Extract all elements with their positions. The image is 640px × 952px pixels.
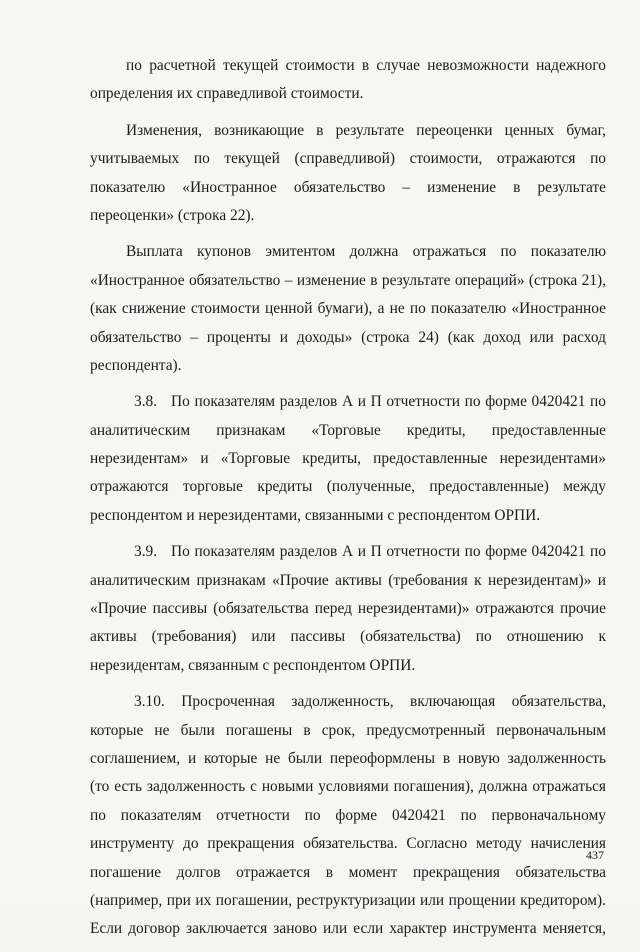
text-line: которые не были погашены в срок, предусмотренный первоначальным — [90, 721, 606, 739]
page-body-text — [90, 52, 606, 952]
text-line: показателю «Иностранное обязательство – изменение в результате — [90, 178, 606, 196]
text-line: учитываемых по текущей (справедливой) стоимости, отражаются по — [90, 150, 606, 168]
text-line: определения их справедливой стоимости. — [90, 85, 364, 103]
paragraph — [90, 538, 606, 680]
text-line: активы (требования) или пассивы (обязательства) по отношению к — [90, 628, 606, 646]
text-line: (то есть задолженность с новыми условиями погашения), должна отражаться — [90, 778, 606, 796]
text-line: Если договор заключается заново или если характер инструмента меняется, — [90, 920, 606, 938]
text-line: аналитическим признакам «Прочие активы (требования к нерезидентам)» и — [90, 571, 606, 589]
text-line: (как снижение стоимости ценной бумаги), а не по показателю «Иностранное — [90, 300, 606, 318]
text-line: «Иностранное обязательство – изменение в результате операций» (строка 21), — [90, 271, 606, 289]
text-line: обязательство – проценты и доходы» (строка 24) (как доход или расход — [90, 328, 606, 346]
text-line: 3.9. По показателям разделов А и П отчетности по форме 0420421 по — [134, 543, 606, 561]
paragraph — [90, 388, 606, 530]
page-number: 437 — [586, 848, 604, 862]
paragraph — [90, 117, 606, 231]
paragraph — [90, 52, 606, 109]
text-line: инструменту до прекращения обязательства. Согласно методу начисления — [90, 835, 606, 853]
text-line: погашение долгов отражается в момент прекращения обязательства — [90, 863, 606, 881]
paragraph — [90, 688, 606, 944]
text-line: 3.8. По показателям разделов А и П отчетности по форме 0420421 по — [134, 393, 606, 411]
text-line: по расчетной текущей стоимости в случае невозможности надежного — [126, 57, 606, 74]
text-line: по показателям отчетности по форме 0420421 по первоначальному — [90, 806, 606, 824]
text-line: аналитическим признакам «Торговые кредиты, предоставленные — [90, 421, 606, 439]
text-line: соглашением, и которые не были переоформлены в новую задолженность — [90, 749, 606, 767]
text-line: респондентом и нерезидентами, связанными с респондентом ОРПИ. — [90, 506, 541, 524]
text-line: нерезидентам» и «Торговые кредиты, предоставленные нерезидентами» — [90, 450, 606, 468]
text-line: респондента). — [90, 356, 182, 374]
text-line: (например, при их погашении, реструктуризации или прощении кредитором). — [90, 891, 606, 909]
text-line: переоценки» (строка 22). — [90, 206, 255, 224]
text-line: 3.10. Просроченная задолженность, включающая обязательства, — [134, 693, 606, 711]
paragraph — [90, 238, 606, 380]
text-line: «Прочие пассивы (обязательства перед нерезидентами)» отражаются прочие — [90, 600, 606, 618]
text-line: Выплата купонов эмитентом должна отражаться по показателю — [126, 243, 606, 261]
text-line: Изменения, возникающие в результате переоценки ценных бумаг, — [126, 121, 606, 139]
text-line: нерезидентам, связанным с респондентом ОРПИ. — [90, 656, 416, 674]
text-line: отражаются торговые кредиты (полученные, предоставленные) между — [90, 478, 606, 496]
